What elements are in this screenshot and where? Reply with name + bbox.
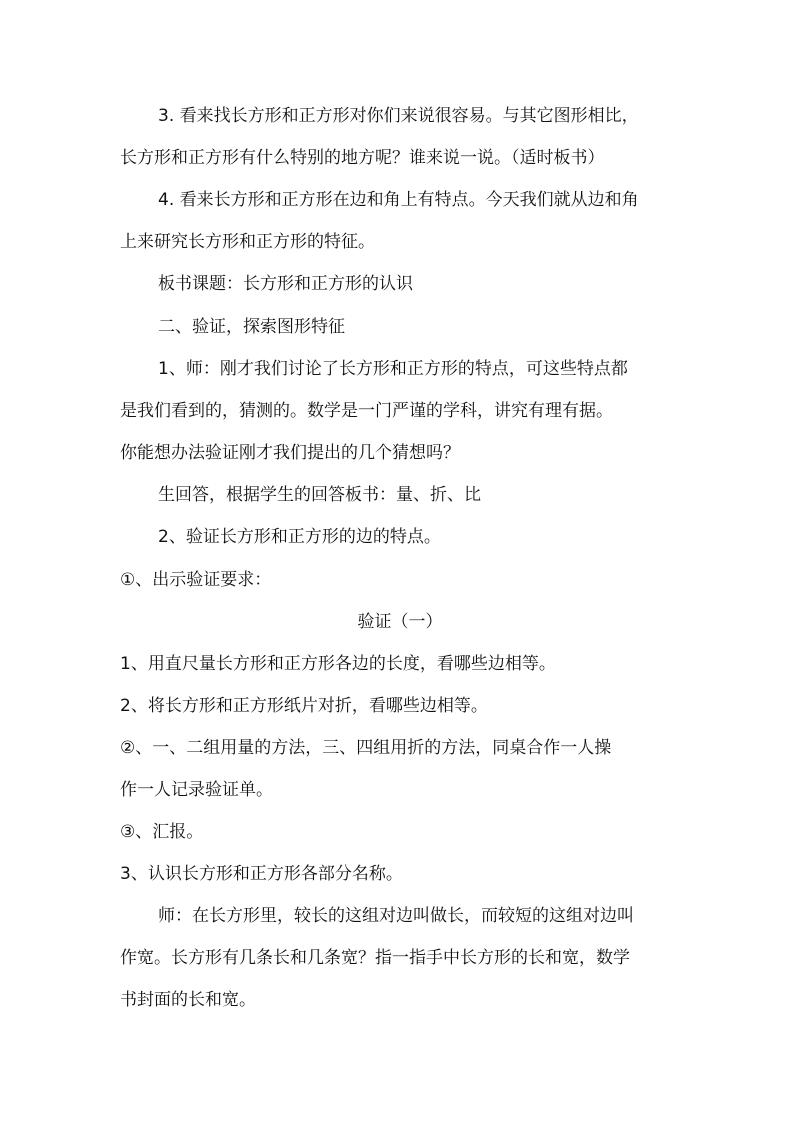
paragraph-line: 上来研究长方形和正方形的特征。 — [120, 232, 375, 252]
paragraph-line: 2、验证长方形和正方形的边的特点。 — [158, 527, 441, 547]
paragraph-line: 长方形和正方形有什么特别的地方呢？谁来说一说。（适时板书） — [120, 148, 605, 168]
paragraph-line: 3. 看来找长方形和正方形对你们来说很容易。与其它图形相比， — [158, 106, 639, 126]
paragraph-line: 4. 看来长方形和正方形在边和角上有特点。今天我们就从边和角 — [158, 190, 639, 210]
lesson-title-line: 板书课题：长方形和正方形的认识 — [158, 274, 413, 294]
list-step: ②、一、二组用量的方法，三、四组用折的方法，同桌合作一人操 — [120, 738, 612, 758]
list-item: 1、用直尺量长方形和正方形各边的长度，看哪些边相等。 — [120, 654, 556, 674]
list-step: ①、出示验证要求： — [120, 570, 272, 590]
paragraph-line: 作宽。长方形有几条长和几条宽？指一指手中长方形的长和宽，数学 — [120, 948, 630, 968]
section-heading: 二、验证，探索图形特征 — [158, 317, 345, 337]
list-step: ③、汇报。 — [120, 822, 204, 842]
paragraph-line: 你能想办法验证刚才我们提出的几个猜想吗？ — [120, 443, 460, 463]
paragraph-line: 生回答，根据学生的回答板书：量、折、比 — [158, 485, 481, 505]
paragraph-line: 书封面的长和宽。 — [120, 990, 256, 1010]
list-item: 2、将长方形和正方形纸片对折，看哪些边相等。 — [120, 696, 488, 716]
paragraph-line: 3、认识长方形和正方形各部分名称。 — [120, 864, 403, 884]
paragraph-line: 1、师：刚才我们讨论了长方形和正方形的特点，可这些特点都 — [158, 359, 628, 379]
paragraph-line: 是我们看到的，猜测的。数学是一门严谨的学科，讲究有理有据。 — [120, 401, 613, 421]
paragraph-line: 师：在长方形里，较长的这组对边叫做长，而较短的这组对边叫 — [158, 906, 634, 926]
paragraph-line: 作一人记录验证单。 — [120, 780, 273, 800]
verification-heading: 验证（一） — [357, 612, 443, 632]
